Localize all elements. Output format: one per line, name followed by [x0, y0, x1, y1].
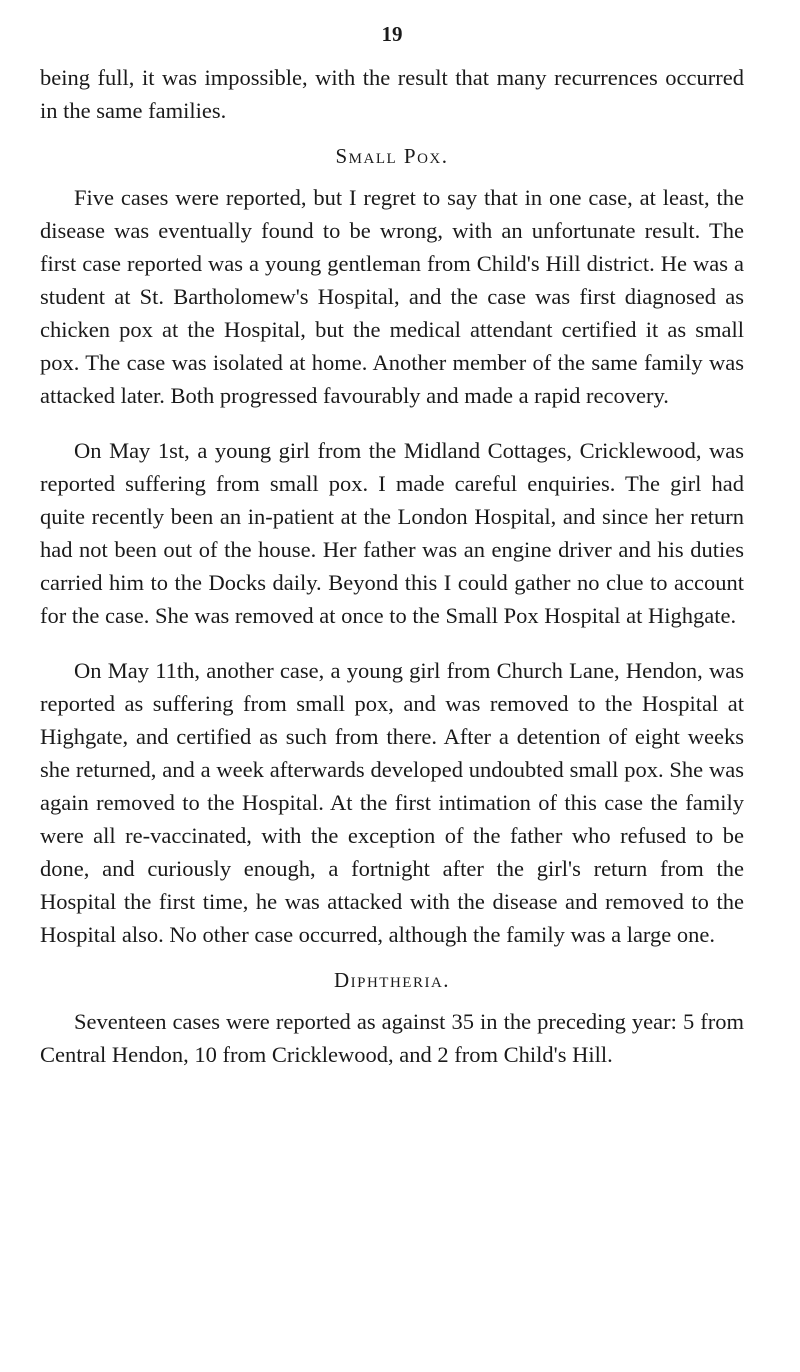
paragraph-small-pox-intro: Five cases were reported, but I regret to say that in one case, at least, the disease was eventually found to be wrong, with an unfortunate result. The first case reported was a young gentleman from Child's Hill district. He was a student at St. Bartholomew's Hospital, and the case was first diagnosed as chicken pox at the Hospital, but the medical attendant certified it as small pox. The case was isolated at home. Another member of the same family was attacked later. Both progressed favourably and made a rapid recovery.	[40, 185, 744, 408]
heading-diphtheria: Diphtheria.	[333, 968, 451, 992]
paragraph-continuation: being full, it was impossible, with the result that many recurrences occurred in the same families.	[40, 65, 744, 123]
paragraph-diphtheria: Seventeen cases were reported as against 35 in the preceding year: 5 from Central Hendon, 10 from Cricklewood, and 2 from Child's Hill.	[40, 1009, 744, 1067]
paragraph-may-11th: On May 11th, another case, a young girl from Church Lane, Hendon, was reported as suffering from small pox, and was removed to the Hospital at Highgate, and certified as such from there. After a detention of eight weeks she returned, and a week afterwards developed undoubted small pox. She was again removed to the Hospital. At the first intimation of this case the family were all re-vaccinated, with the exception of the father who refused to be done, and curiously enough, a fortnight after the girl's return from the Hospital the first time, he was attacked with the disease and removed to the Hospital also. No other case occurred, although the family was a large one.	[40, 658, 744, 947]
page-number: 19	[381, 22, 403, 46]
paragraph-may-1st: On May 1st, a young girl from the Midland Cottages, Cricklewood, was reported suffering from small pox. I made careful enquiries. The girl had quite recently been an in-patient at the London Hospital, and since her return had not been out of the house. Her father was an engine driver and his duties carried him to the Docks daily. Beyond this I could gather no clue to account for the case. She was removed at once to the Small Pox Hospital at Highgate.	[40, 438, 744, 628]
heading-small-pox: Small Pox.	[335, 144, 449, 168]
